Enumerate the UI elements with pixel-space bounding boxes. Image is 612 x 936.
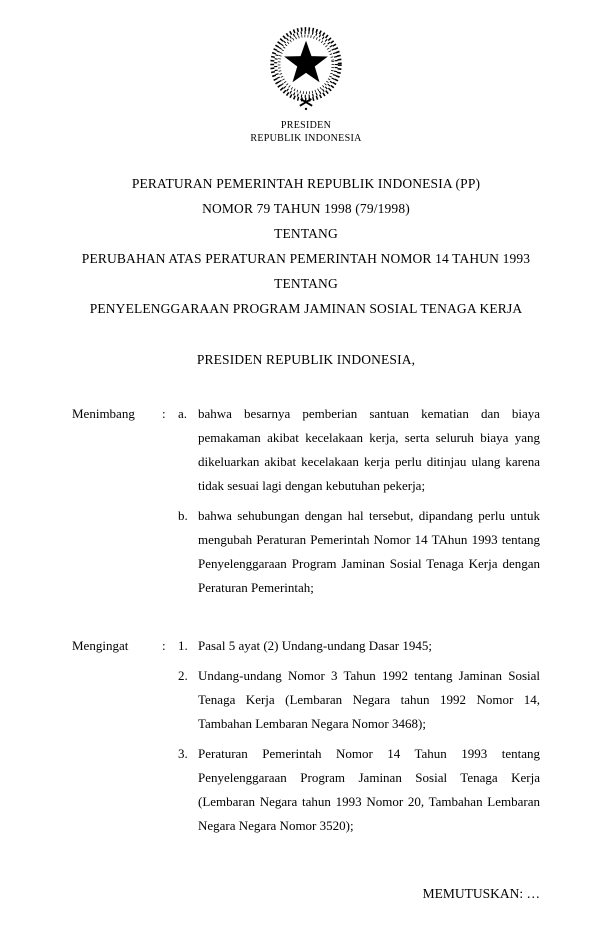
section-colon: : (162, 406, 166, 421)
section-menimbang (72, 402, 540, 606)
item-marker: b. (178, 508, 188, 523)
item-text: bahwa besarnya pemberian santuan kematian dan biaya pemakaman akibat kecelakaan kerja, serta seluruh biaya yang dikeluarkan akibat kecelakaan kerja perlu ditinjau ulang karena tidak sesuai lagi dengan kebutuhan pekerja; (198, 406, 540, 493)
clause-item-a (178, 402, 540, 498)
star-wreath-emblem-icon (266, 26, 346, 112)
section-label: Menimbang (72, 406, 135, 421)
title-line-subject-2: PENYELENGGARAAN PROGRAM JAMINAN SOSIAL TENAGA KERJA (89, 301, 523, 316)
section-label: Mengingat (72, 638, 129, 653)
item-text: Undang-undang Nomor 3 Tahun 1992 tentang Jaminan Sosial Tenaga Kerja (Lembaran Negara tahun 1992 Nomor 14, Tambahan Lembaran Negara Nomor 3468); (198, 668, 540, 731)
item-marker: a. (178, 406, 188, 421)
section-items (178, 634, 540, 844)
document-title (0, 171, 612, 321)
title-line-regulation: PERATURAN PEMERINTAH REPUBLIK INDONESIA (PP) (131, 176, 481, 191)
section-mengingat (72, 634, 540, 844)
salutation: PRESIDEN REPUBLIK INDONESIA, (196, 352, 416, 367)
title-line-number: NOMOR 79 TAHUN 1998 (79/1998) (202, 201, 410, 216)
item-text: Peraturan Pemerintah Nomor 14 Tahun 1993 tentang Penyelenggaraan Program Jaminan Sosial Tenaga Kerja (Lembaran Negara tahun 1993 Nomor 20, Tambahan Lembaran Negara Negara Nomor 3520); (198, 746, 540, 833)
item-text: Pasal 5 ayat (2) Undang-undang Dasar 1945; (198, 638, 432, 653)
title-line-subject-1: PERUBAHAN ATAS PERATURAN PEMERINTAH NOMOR 14 TAHUN 1993 (81, 251, 531, 266)
clause-item-1 (178, 634, 540, 658)
letterhead-text (0, 119, 612, 145)
memutuskan-line: MEMUTUSKAN: … (422, 886, 540, 901)
letterhead-line-presiden: PRESIDEN (280, 120, 332, 131)
clause-item-3 (178, 742, 540, 838)
letterhead-line-republik: REPUBLIK INDONESIA (250, 133, 362, 144)
title-line-tentang-1: TENTANG (274, 226, 338, 241)
item-marker: 3. (178, 746, 188, 761)
item-text: bahwa sehubungan dengan hal tersebut, dipandang perlu untuk mengubah Peraturan Pemerintah Nomor 14 TAhun 1993 tentang Penyelenggaraan Program Jaminan Sosial Tenaga Kerja dengan Peraturan Pemerintah; (198, 508, 540, 595)
section-colon: : (162, 638, 166, 653)
item-marker: 2. (178, 668, 188, 683)
letterhead (0, 0, 612, 145)
clause-item-b (178, 504, 540, 600)
title-line-tentang-2: TENTANG (274, 276, 338, 291)
clause-item-2 (178, 664, 540, 736)
section-items (178, 402, 540, 606)
item-marker: 1. (178, 638, 188, 653)
